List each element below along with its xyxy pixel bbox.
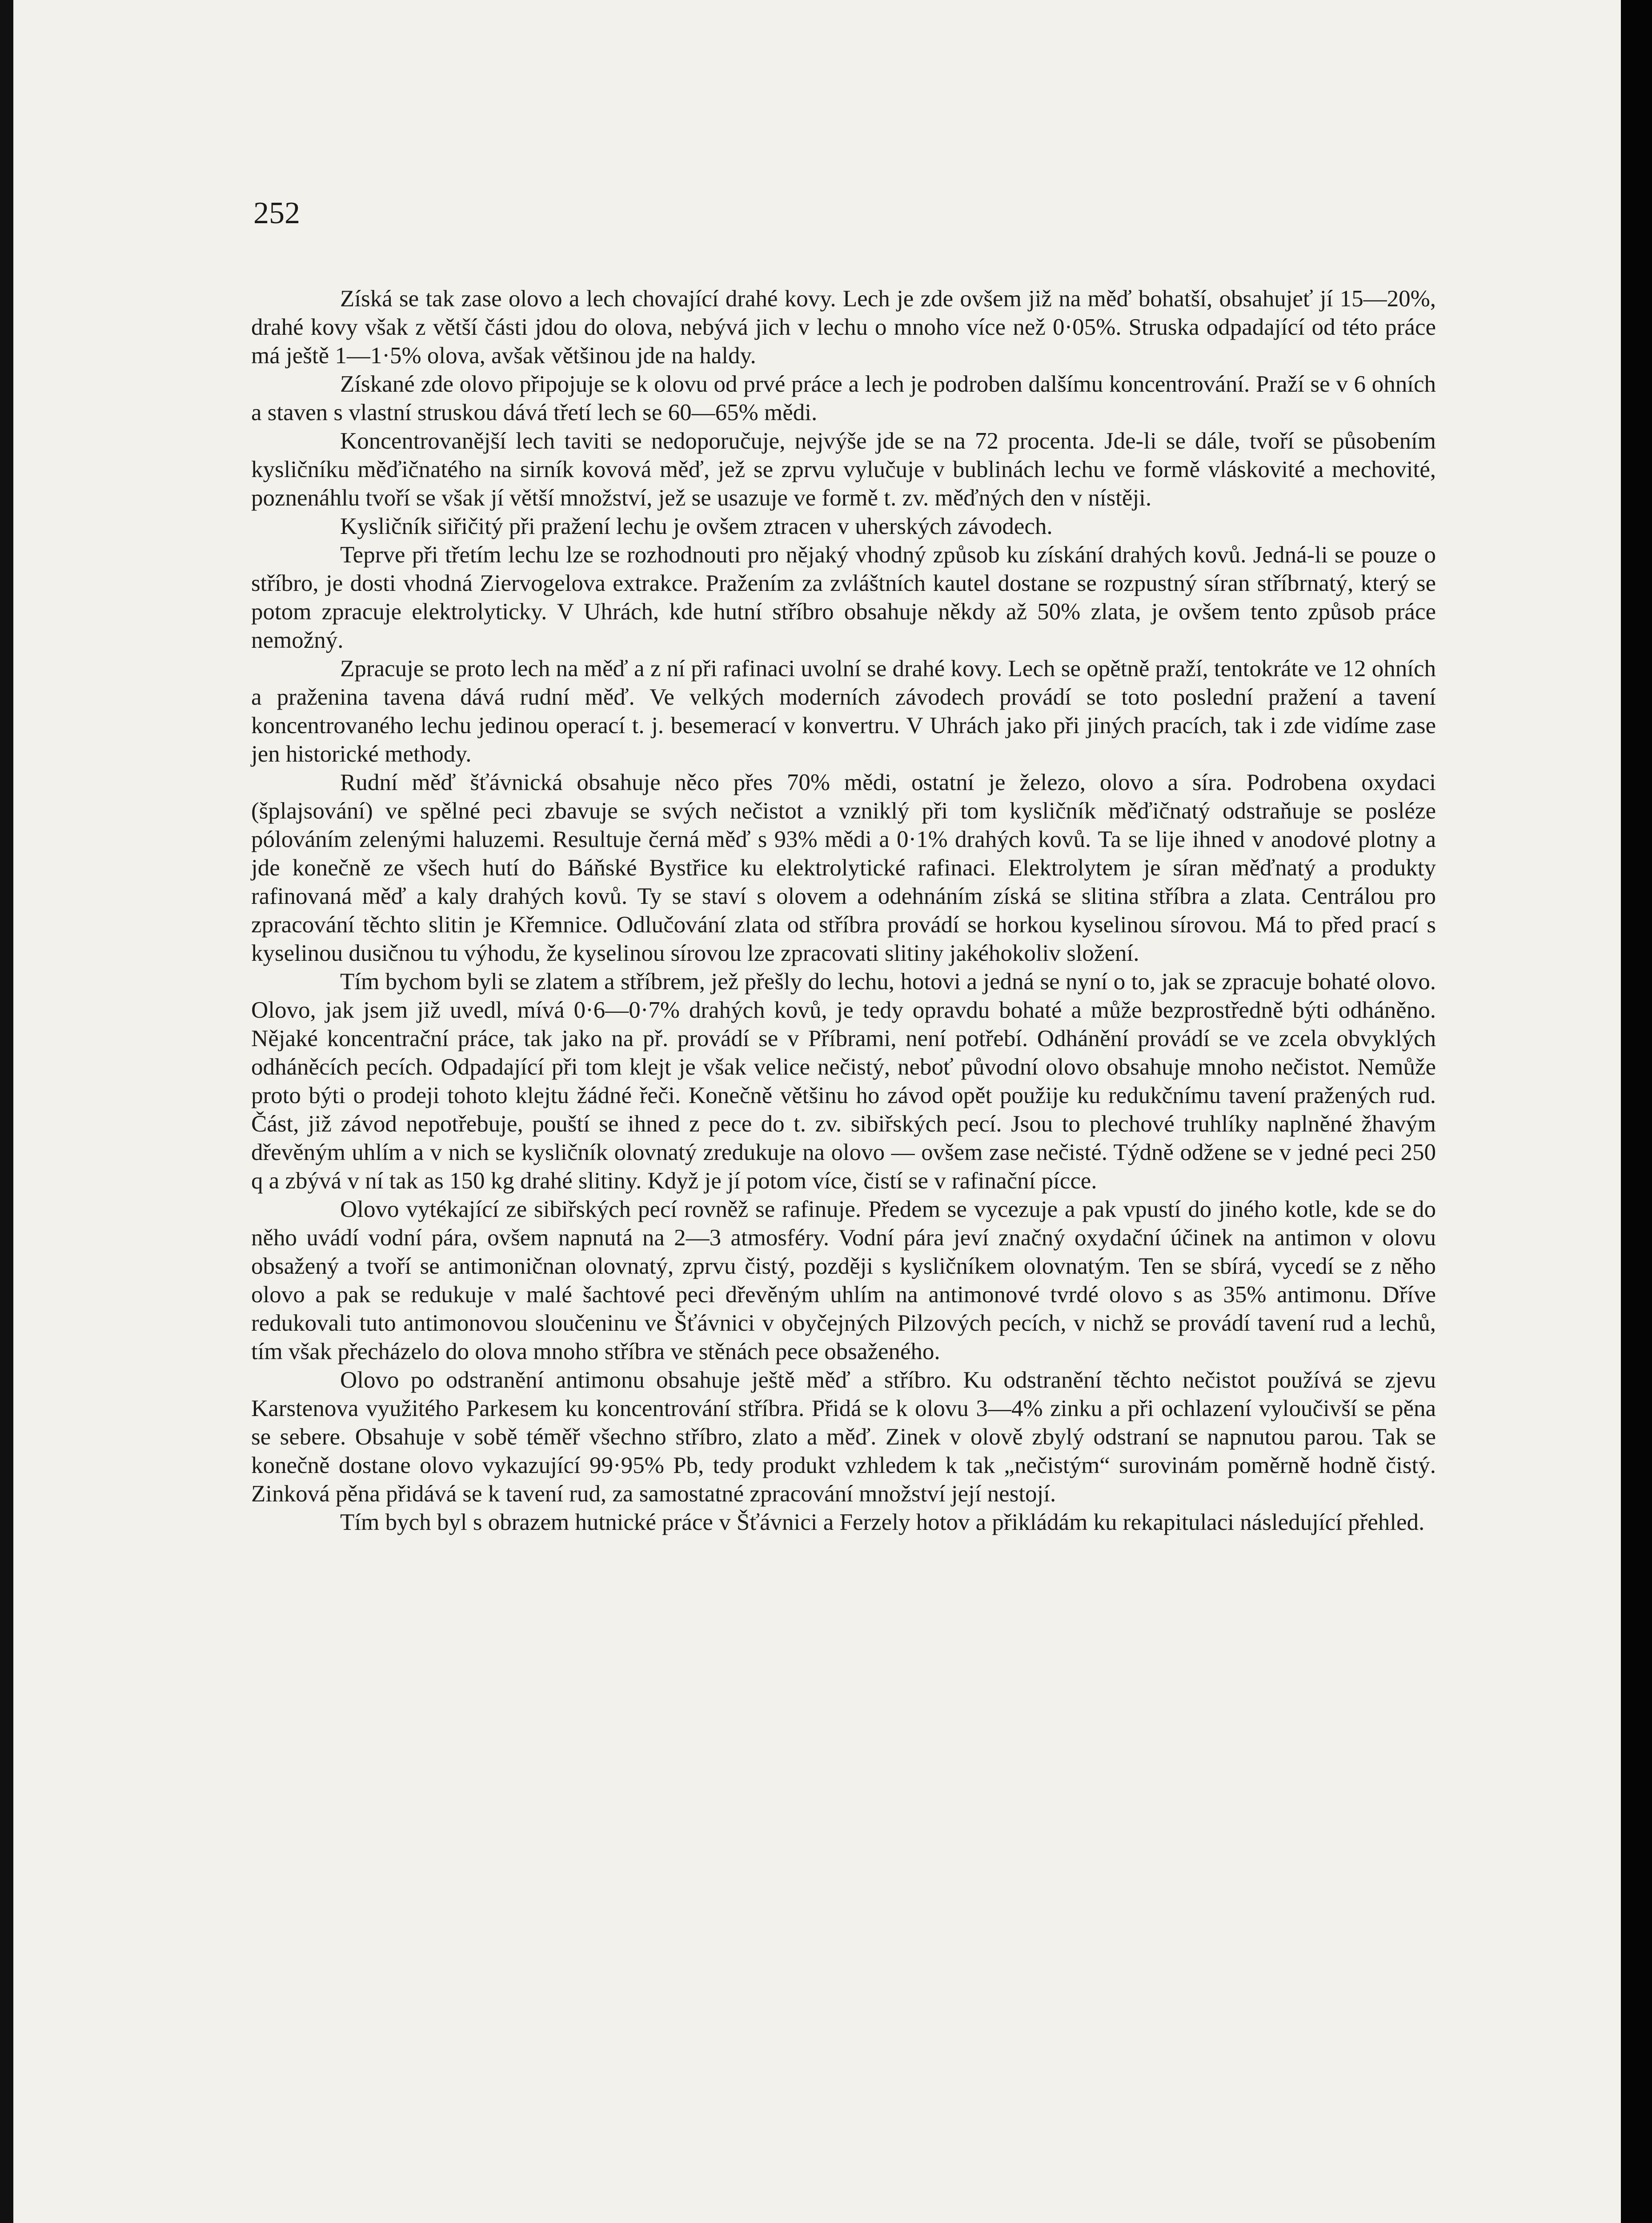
paragraph: Kysličník siřičitý při pražení lechu je ovšem ztracen v uherských závodech. (340, 514, 1053, 539)
paragraph: Tím bych byl s obrazem hutnické práce v Šťávnici a Ferzely hotov a přikládám ku rekapitulaci následující přehled. (340, 1509, 1425, 1535)
paragraph: Teprve při třetím lechu lze se rozhodnouti pro nějaký vhodný způsob ku získání drahých kovů. Jedná-li se pouze o stříbro, je dosti vhodná Ziervogelova extrakce. Pražením za zvláštních kautel dostane se rozpustný síran stříbrnatý, který se potom zpracuje elektrolyticky. V Uhrách, kde hutní stříbro obsahuje někdy až 50% zlata, je ovšem tento způsob práce nemožný. (251, 542, 1436, 653)
paragraph: Zpracuje se proto lech na měď a z ní při rafinaci uvolní se drahé kovy. Lech se opětně praží, tentokráte ve 12 ohních a praženina tavena dává rudní měď. Ve velkých moderních závodech provádí se toto poslední pražení a tavení koncentrovaného lechu jedinou operací t. j. besemerací v konvertru. V Uhrách jako při jiných pracích, tak i zde vidíme zase jen historické methody. (251, 656, 1436, 767)
paragraph: Získané zde olovo připojuje se k olovu od prvé práce a lech je podroben dalšímu koncentrování. Praží se v 6 ohních a staven s vlastní struskou dává třetí lech se 60—65% mědi. (251, 371, 1436, 425)
scan-border (1621, 0, 1652, 2223)
paragraph: Získá se tak zase olovo a lech chovající drahé kovy. Lech je zde ovšem již na měď bohatší, obsahujeť jí 15—20%, drahé kovy však z větší části jdou do olova, nebývá jich v lechu o mnoho více než 0·05%. Struska odpadající od této práce má ještě 1—1·5% olova, avšak většinou jde na haldy. (251, 286, 1436, 369)
paragraph: Olovo po odstranění antimonu obsahuje ještě měď a stříbro. Ku odstranění těchto nečistot používá se zjevu Karstenova využitého Parkesem ku koncentrování stříbra. Přidá se k olovu 3—4% zinku a při ochlazení vyloučivší se pěna se sebere. Obsahuje v sobě téměř všechno stříbro, zlato a měď. Zinek v olově zbylý odstraní se napnutou parou. Tak se konečně dostane olovo vykazující 99·95% Pb, tedy produkt vzhledem k tak „nečistým“ surovinám poměrně hodně čistý. Zinková pěna přidává se k tavení rud, za samostatné zpracování množství její nestojí. (251, 1367, 1436, 1507)
page (13, 0, 1623, 2223)
paragraph: Olovo vytékající ze sibiřských pecí rovněž se rafinuje. Předem se vycezuje a pak vpustí do jiného kotle, kde se do něho uvádí vodní pára, ovšem napnutá na 2—3 atmosféry. Vodní pára jeví značný oxydační účinek na antimon v olovu obsažený a tvoří se antimoničnan olovnatý, zprvu čistý, později s kysličníkem olovnatým. Ten se sbírá, vycedí se z něho olovo a pak se redukuje v malé šachtové peci dřevěným uhlím na antimonové tvrdé olovo s as 35% antimonu. Dříve redukovali tuto antimonovou sloučeninu ve Šťávnici v obyčejných Pilzových pecích, v nichž se provádí tavení rud a lechů, tím však přecházelo do olova mnoho stříbra ve stěnách pece obsaženého. (251, 1196, 1436, 1364)
page-number: 252 (253, 196, 300, 230)
paragraph: Rudní měď šťávnická obsahuje něco přes 70% mědi, ostatní je železo, olovo a síra. Podrobena oxydaci (šplajsování) ve spělné peci zbavuje se svých nečistot a vzniklý při tom kysličník měďičnatý odstraňuje se posléze pólováním zelenými haluzemi. Resultuje černá měď s 93% mědi a 0·1% drahých kovů. Ta se lije ihned v anodové plotny a jde konečně ze všech hutí do Báňské Bystřice ku elektrolytické rafinaci. Elektrolytem je síran měďnatý a produkty rafinovaná měď a kaly drahých kovů. Ty se staví s olovem a odehnáním získá se slitina stříbra a zlata. Centrálou pro zpracování těchto slitin je Křemnice. Odlučování zlata od stříbra provádí se horkou kyselinou sírovou. Má to před prací s kyselinou dusičnou tu výhodu, že kyselinou sírovou lze zpracovati slitiny jakéhokoliv složení. (251, 770, 1436, 966)
paragraph: Tím bychom byli se zlatem a stříbrem, jež přešly do lechu, hotovi a jedná se nyní o to, jak se zpracuje bohaté olovo. Olovo, jak jsem již uvedl, mívá 0·6—0·7% drahých kovů, je tedy opravdu bohaté a může bezprostředně býti odháněno. Nějaké koncentrační práce, tak jako na př. provádí se v Příbrami, není potřebí. Odhánění provádí se ve zcela obvyklých odháněcích pecích. Odpadající při tom klejt je však velice nečistý, neboť původní olovo obsahuje mnoho nečistot. Nemůže proto býti o prodeji tohoto klejtu žádné řeči. Konečně většinu ho závod opět použije ku redukčnímu tavení pražených rud. Část, již závod nepotřebuje, pouští se ihned z pece do t. zv. sibiřských pecí. Jsou to plechové truhlíky naplněné žhavým dřevěným uhlím a v nich se kysličník olovnatý zredukuje na olovo — ovšem zase nečisté. Týdně odžene se v jedné peci 250 q a zbývá v ní tak as 150 kg drahé slitiny. Když je jí potom více, čistí se v rafinační pícce. (251, 969, 1436, 1194)
paragraph: Koncentrovanější lech taviti se nedoporučuje, nejvýše jde se na 72 procenta. Jde-li se dále, tvoří se působením kysličníku měďičnatého na sirník kovová měď, jež se zprvu vylučuje v bublinách lechu ve formě vláskovité a mechovité, poznenáhlu tvoří se však jí větší množství, jež se usazuje ve formě t. zv. měďných den v nístěji. (251, 428, 1436, 511)
body-text (251, 285, 1436, 1537)
